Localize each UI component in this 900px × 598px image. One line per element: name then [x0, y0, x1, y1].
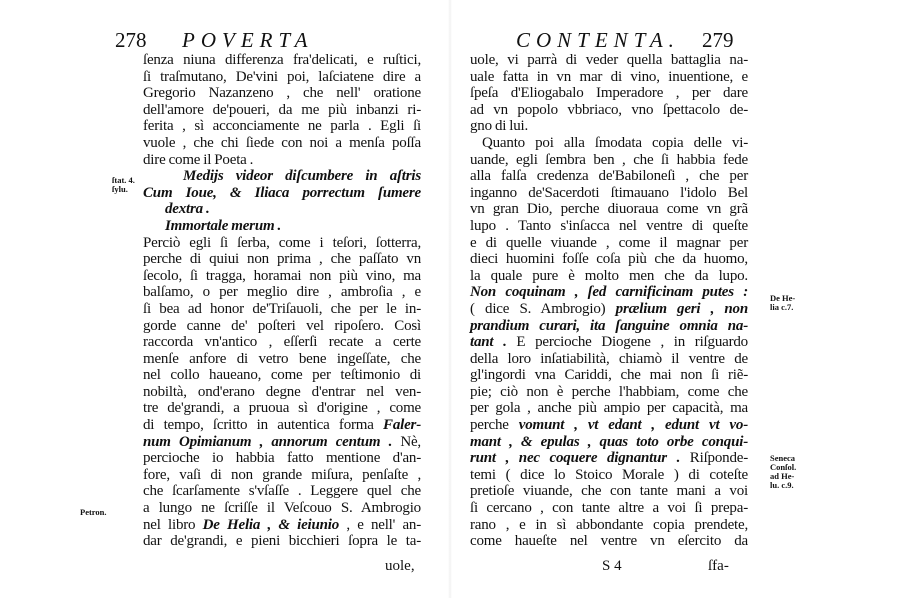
- roman-text: vn gran Dio, perche diuoraua come vn grã: [470, 201, 748, 218]
- margin-note: Petron.: [80, 507, 107, 517]
- text-line: [143, 118, 421, 135]
- text-line: [470, 235, 748, 252]
- text-line: [470, 268, 748, 285]
- italic-text: runt , nec coquere dignantur .: [470, 450, 681, 467]
- roman-text: pie; ciò non è perche l'habbiam, come che: [470, 383, 748, 400]
- text-line: [143, 517, 421, 534]
- text-line: [470, 367, 748, 384]
- text-line: [143, 434, 421, 451]
- roman-text: dar de'grandi, e pieni bicchieri ſopra le ta-: [143, 533, 421, 550]
- roman-text: per gola , anche più ampio per capacità, ma: [470, 400, 748, 417]
- italic-text: Medijs videor diſcumbere in aſtris: [183, 168, 421, 185]
- roman-text: ad vn popolo vbbriaco, vno ſpettacolo de-: [470, 101, 748, 118]
- italic-text: vomunt , vt edant , edunt vt vo-: [518, 417, 748, 434]
- running-head-title: POVERTA: [182, 28, 314, 52]
- text-line: [470, 85, 748, 102]
- roman-text: percioche io habbia fatto mentione d'an-: [143, 450, 421, 467]
- roman-text: lupo . Tanto s'inſacca nel ventre di queſte: [470, 217, 748, 234]
- roman-text: ſpeſa d'Eliogabalo Imperadore , per dare: [470, 85, 748, 102]
- text-line: [143, 400, 421, 417]
- italic-text: prandium curari, ita ſanguine omnia na-: [470, 317, 748, 334]
- roman-text: ſecolo, ſi tragga, horamai non più vino, ma: [143, 267, 421, 284]
- catchword: uole,: [385, 558, 415, 574]
- roman-text: ſi traſmutano, De'vini poi, laſciatene dire a: [143, 68, 421, 85]
- roman-text: inganno de'Sacerdoti ſtimauano l'idolo Bel: [470, 184, 748, 201]
- roman-text: ferita , sì acconciamente ne parla . Egli ſi: [143, 118, 421, 135]
- roman-text: a lungo ne ſcriſſe il Veſcouo S. Ambrogio: [143, 500, 421, 517]
- text-line: [143, 384, 421, 401]
- italic-text: tant .: [470, 334, 507, 351]
- roman-text: Riſponde-: [680, 450, 749, 467]
- roman-text: raccorda vn'antico , eſſerſi recate a certe: [143, 334, 421, 351]
- italic-text: Faler-: [383, 417, 421, 434]
- italic-text: dextra .: [165, 201, 210, 218]
- roman-text: come haueſte nel ventre vn eſercito da: [470, 533, 748, 550]
- italic-text: mant , & epulas , quas toto orbe conqui-: [470, 433, 748, 450]
- text-line: [470, 318, 748, 335]
- roman-text: gl'ingordi vna Cariddi, che mai non ſi riẽ-: [470, 367, 748, 384]
- text-line: [143, 201, 421, 218]
- text-line: [470, 52, 748, 69]
- roman-text: fore, vaſi di non grande miſura, penſaſte ,: [143, 466, 421, 483]
- roman-text: perche di quiui non prima , che paſſato vn: [143, 251, 421, 268]
- roman-text: nel libro: [143, 516, 203, 533]
- text-line: [470, 102, 748, 119]
- roman-text: perche: [470, 417, 519, 434]
- text-line: [143, 467, 421, 484]
- text-line: [143, 85, 421, 102]
- page-number: 278: [115, 28, 147, 52]
- italic-text: Immortale merum .: [165, 217, 282, 234]
- roman-text: ſenza niuna differenza fra'delicati, e ruſtici,: [143, 52, 421, 68]
- roman-text: dell'amore de'poueri, da me più inbanzi ri-: [143, 101, 421, 118]
- text-line: [470, 69, 748, 86]
- text-line: [143, 52, 421, 69]
- roman-text: di tempo, ſcritto in autentica forma: [143, 417, 384, 434]
- roman-text: uande, egli ſembra ben , che ſi habbia fede: [470, 151, 748, 168]
- text-line: [143, 168, 421, 185]
- text-line: [470, 517, 748, 534]
- roman-text: Nè,: [392, 433, 421, 450]
- italic-text: Cum Ioue, & Iliaca porrectum ſumere: [143, 184, 421, 201]
- roman-text: uole, vi parrà di veder quella battaglia na-: [470, 52, 748, 68]
- roman-text: dieci huomini foſſe coſa più che da huomo,: [470, 251, 748, 268]
- text-line: [470, 500, 748, 517]
- roman-text: menſe anfore di vetro bene ingeſſate, che: [143, 350, 421, 367]
- roman-text: E percioche Diogene , in riſguardo: [506, 334, 748, 351]
- text-line: [470, 284, 748, 301]
- roman-text: nobiltà, ond'erano degne d'entrar nel ven-: [143, 383, 421, 400]
- text-line: [470, 152, 748, 169]
- text-line: [470, 301, 748, 318]
- text-line: [470, 434, 748, 451]
- text-line: [470, 135, 748, 152]
- text-line: [470, 533, 748, 550]
- text-line: [143, 351, 421, 368]
- margin-note: ſtat. 4. ſylu.: [112, 175, 135, 194]
- roman-text: gno di lui.: [470, 118, 529, 135]
- text-line: [143, 533, 421, 550]
- text-block: [470, 52, 748, 550]
- margin-note: De He- lia c.7.: [770, 293, 796, 312]
- text-line: [143, 152, 421, 169]
- text-line: [470, 400, 748, 417]
- italic-text: De Helia , & ieiunio: [202, 516, 340, 533]
- margin-note: Seneca Conſol. ad He- lu. c.9.: [770, 453, 797, 490]
- text-line: [143, 483, 421, 500]
- text-line: [143, 450, 421, 467]
- text-line: [143, 185, 421, 202]
- roman-text: Perciò egli ſi ſerba, come i teſori, ſotterra,: [143, 234, 421, 251]
- text-line: [470, 384, 748, 401]
- roman-text: nel collo haueano, come per teſtimonio di: [143, 367, 421, 384]
- roman-text: la quale pure è molto men che da lupo.: [470, 267, 748, 284]
- text-line: [470, 467, 748, 484]
- italic-text: Non coquinam , ſed carnificinam putes :: [470, 284, 748, 301]
- roman-text: balſamo, o per meglio dire , ambroſia , e: [143, 284, 421, 301]
- roman-text: pretioſe viuande, che con tante mani a voi: [470, 483, 748, 500]
- roman-text: vuole , che chi ſiede con noi a menſa poſſa: [143, 134, 421, 151]
- text-line: [470, 201, 748, 218]
- text-line: [143, 284, 421, 301]
- roman-text: temi ( dice lo Stoico Morale ) di coteſte: [470, 466, 748, 483]
- text-line: [143, 334, 421, 351]
- roman-text: uale fatta in vn mar di vino, inuentione, e: [470, 68, 748, 85]
- text-line: [470, 118, 748, 135]
- catchword: ſfa-: [708, 558, 729, 574]
- roman-text: Quanto poi alla ſmodata copia delle vi-: [482, 134, 748, 151]
- text-line: [470, 483, 748, 500]
- text-line: [470, 417, 748, 434]
- text-line: [470, 251, 748, 268]
- italic-text: prælium geri , non: [615, 300, 749, 317]
- text-line: [143, 251, 421, 268]
- roman-text: della loro inſatiabilità, chiamò il ventre de: [470, 350, 748, 367]
- signature-mark: S 4: [602, 558, 622, 574]
- roman-text: ſi bea ad honor de'Triſauoli, che per le in-: [143, 300, 421, 317]
- text-line: [470, 218, 748, 235]
- text-line: [143, 367, 421, 384]
- roman-text: Gregorio Nazanzeno , che nell' oratione: [143, 85, 421, 102]
- text-line: [143, 218, 421, 235]
- text-line: [143, 500, 421, 517]
- roman-text: ſi cercano , con tante altre a voi ſi prepa-: [470, 500, 748, 517]
- text-block: [143, 52, 421, 550]
- roman-text: dire come il Poeta .: [143, 151, 254, 168]
- text-line: [143, 102, 421, 119]
- italic-text: num Opimianum , annorum centum .: [143, 433, 393, 450]
- text-line: [143, 268, 421, 285]
- roman-text: gorde canne de' poſteri vel ripoſero. Così: [143, 317, 421, 334]
- page-number: 279: [702, 28, 734, 52]
- roman-text: alla falſa credenza de'Babiloneſi , che per: [470, 168, 748, 185]
- roman-text: che ſcarſamente s'vſaſſe . Leggere quel che: [143, 483, 421, 500]
- text-line: [470, 450, 748, 467]
- text-line: [143, 235, 421, 252]
- text-line: [143, 69, 421, 86]
- roman-text: ( dice S. Ambrogio): [470, 300, 616, 317]
- right-page: [450, 0, 900, 598]
- roman-text: tre de'grandi, a pruoua sì d'origine , come: [143, 400, 421, 417]
- text-line: [470, 168, 748, 185]
- text-line: [143, 318, 421, 335]
- text-line: [470, 334, 748, 351]
- text-line: [470, 185, 748, 202]
- text-line: [143, 135, 421, 152]
- text-line: [143, 301, 421, 318]
- text-line: [470, 351, 748, 368]
- roman-text: , e nell' an-: [339, 516, 421, 533]
- roman-text: rano , e in sì abbondante copia prendete,: [470, 516, 748, 533]
- text-line: [143, 417, 421, 434]
- running-head-title: CONTENTA.: [516, 28, 680, 52]
- roman-text: e di quelle viuande , come il magnar per: [470, 234, 748, 251]
